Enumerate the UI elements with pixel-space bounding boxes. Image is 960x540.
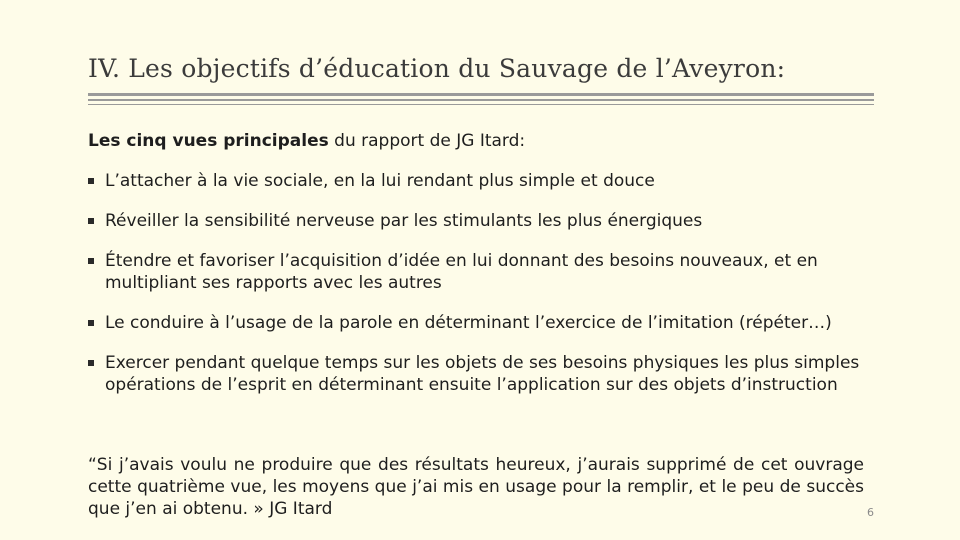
- title-underline-thick: [88, 93, 874, 96]
- title-underline-thin: [88, 104, 874, 105]
- intro-line: [88, 131, 525, 151]
- bullet-text: Le conduire à l’usage de la parole en déterminant l’exercice de l’imitation (répéter…): [105, 313, 832, 333]
- itard-quote: “Si j’avais voulu ne produire que des résultats heureux, j’aurais supprimé de cet ouvrage cette quatrième vue, les moyens que j’ai mis en usage pour la remplir, et le peu de succès que j’en ai obtenu. » JG Itard: [88, 455, 864, 519]
- page-number: 6: [867, 506, 874, 519]
- square-bullet-icon: [88, 178, 94, 184]
- slide-title: IV. Les objectifs d’éducation du Sauvage de l’Aveyron:: [88, 54, 786, 83]
- bullet-text: Réveiller la sensibilité nerveuse par les stimulants les plus énergiques: [105, 211, 703, 231]
- intro-bold: Les cinq vues principales: [88, 131, 329, 151]
- title-underline-medium: [88, 99, 874, 101]
- list-item: [88, 210, 868, 232]
- square-bullet-icon: [88, 320, 94, 326]
- bullet-text: L’attacher à la vie sociale, en la lui rendant plus simple et douce: [105, 171, 655, 191]
- square-bullet-icon: [88, 360, 94, 366]
- list-item: [88, 352, 868, 396]
- bullet-text: Étendre et favoriser l’acquisition d’idée en lui donnant des besoins nouveaux, et en multipliant ses rapports avec les autres: [105, 251, 818, 293]
- bullet-text: Exercer pendant quelque temps sur les objets de ses besoins physiques les plus simples opérations de l’esprit en déterminant ensuite l’application sur des objets d’instruction: [105, 353, 860, 395]
- square-bullet-icon: [88, 218, 94, 224]
- square-bullet-icon: [88, 258, 94, 264]
- list-item: [88, 250, 868, 294]
- intro-rest: du rapport de JG Itard:: [328, 131, 526, 151]
- bullet-list: [88, 170, 868, 396]
- list-item: [88, 170, 868, 192]
- list-item: [88, 312, 868, 334]
